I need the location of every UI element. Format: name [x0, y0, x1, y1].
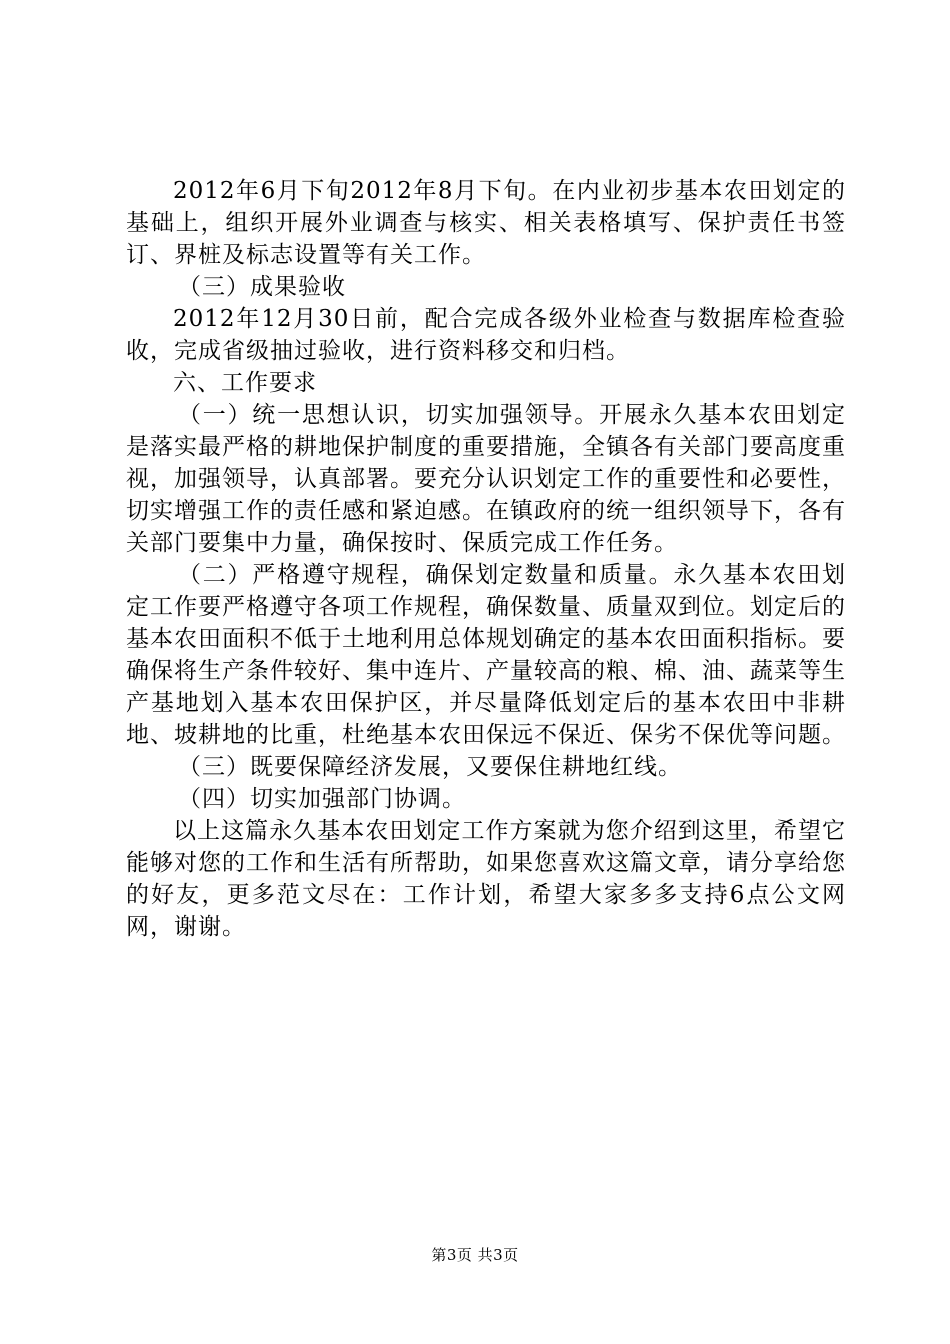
paragraph-acceptance-deadline: 2012年12月30日前，配合完成各级外业检查与数据库检查验收，完成省级抽过验收，进行资料移交和归档。: [126, 306, 846, 364]
paragraph-requirement-1: （一）统一思想认识，切实加强领导。开展永久基本农田划定是落实最严格的耕地保护制度的重要措施，全镇各有关部门要高度重视，加强领导，认真部署。要充分认识划定工作的重要性和必要性，切实增强工作的责任感和紧迫感。在镇政府的统一组织领导下，各有关部门要集中力量，确保按时、保质完成工作任务。: [126, 402, 846, 556]
heading-work-requirements: 六、工作要求: [173, 370, 317, 396]
page-footer: 第3页 共3页: [431, 1246, 519, 1264]
heading-results-acceptance: （三）成果验收: [178, 274, 346, 300]
paragraph-closing: 以上这篇永久基本农田划定工作方案就为您介绍到这里，希望它能够对您的工作和生活有所帮助，如果您喜欢这篇文章，请分享给您的好友，更多范文尽在：工作计划，希望大家多多支持6点公文网网，谢谢。: [126, 818, 846, 940]
paragraph-field-survey: 2012年6月下旬2012年8月下旬。在内业初步基本农田划定的基础上，组织开展外业调查与核实、相关表格填写、保护责任书签订、界桩及标志设置等有关工作。: [126, 178, 846, 268]
paragraph-requirement-4: （四）切实加强部门协调。: [178, 786, 466, 812]
document-body: [126, 175, 846, 943]
paragraph-requirement-3: （三）既要保障经济发展，又要保住耕地红线。: [178, 754, 682, 780]
paragraph-requirement-2: （二）严格遵守规程，确保划定数量和质量。永久基本农田划定工作要严格遵守各项工作规程，确保数量、质量双到位。划定后的基本农田面积不低于土地利用总体规划确定的基本农田面积指标。要确保将生产条件较好、集中连片、产量较高的粮、棉、油、蔬菜等生产基地划入基本农田保护区，并尽量降低划定后的基本农田中非耕地、坡耕地的比重，杜绝基本农田保远不保近、保劣不保优等问题。: [126, 562, 846, 748]
